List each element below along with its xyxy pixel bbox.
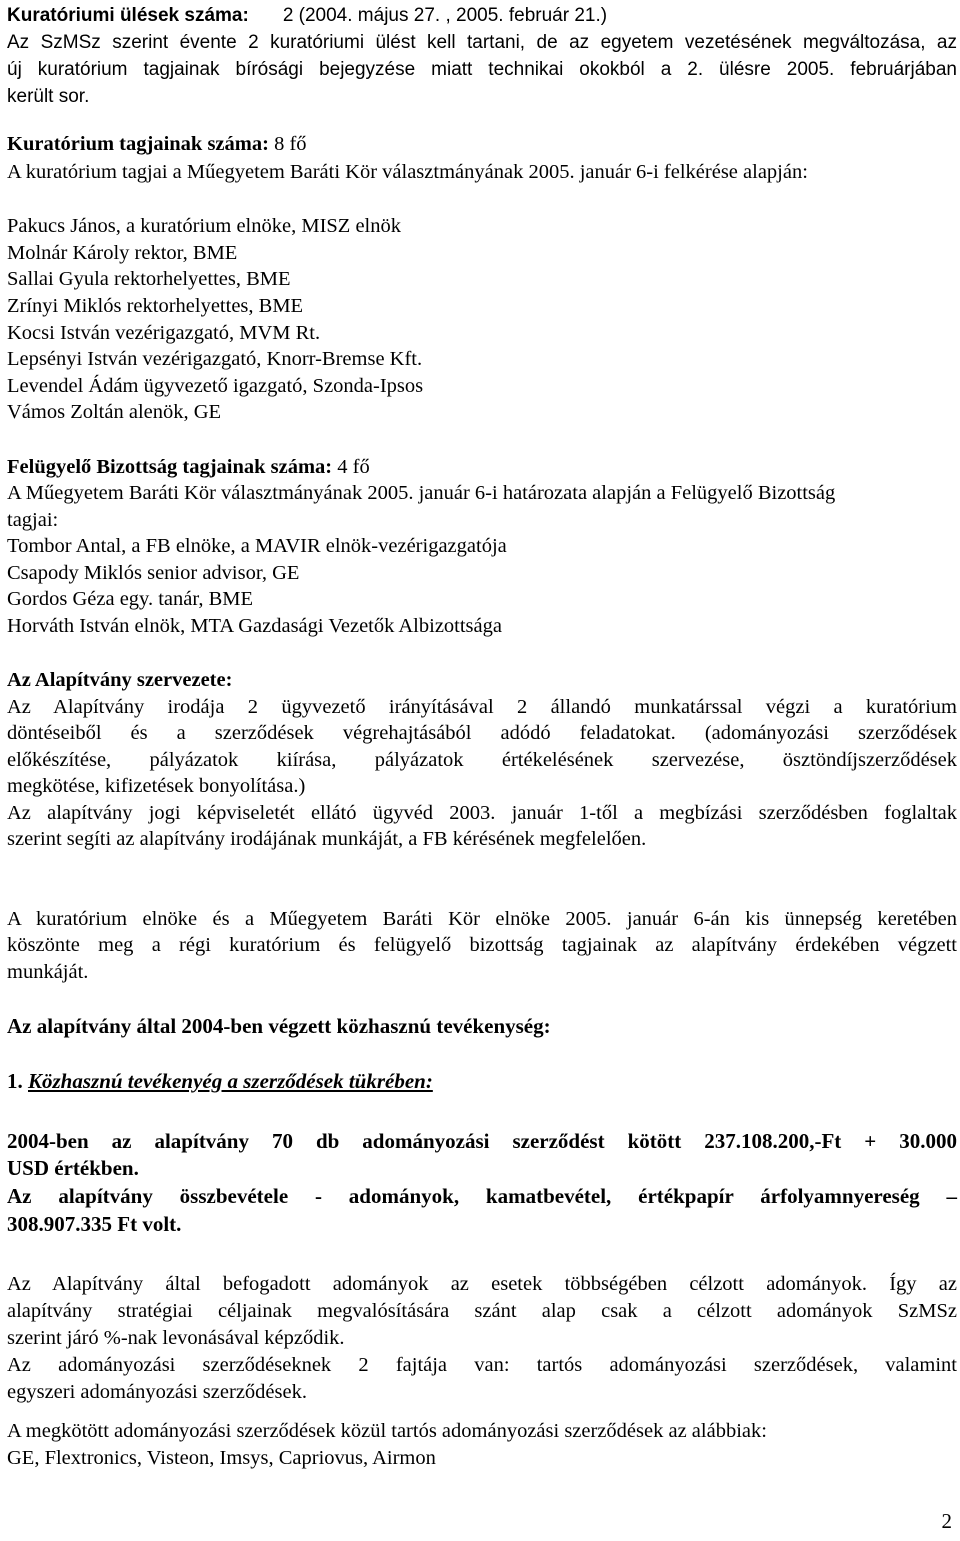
organization-line: Az Alapítvány irodája 2 ügyvezető irányításával 2 állandó munkatárssal végzi a kuratórium [7,696,957,718]
page-number: 2 [941,1509,952,1533]
board-member: Lepsényi István vezérigazgató, Knorr-Bremse Kft. [7,348,423,370]
meetings-line [7,2,607,29]
supervisory-member: Csapody Miklós senior advisor, GE [7,562,300,584]
board-heading-line [7,131,307,158]
sz-line-2: Az SzMSz szerint évente 2 kuratóriumi ülést kell tartani, de az egyetem vezetésének megváltozása, az [7,32,957,53]
board-heading: Kuratórium tagjainak száma: [7,133,269,155]
organization-line: döntéseiből és a szerződések végrehajtásából adódó feladatokat. (adományozási szerződések [7,722,957,744]
summary-line: 308.907.335 Ft volt. [7,1212,182,1236]
board-member: Pakucs János, a kuratórium elnöke, MISZ elnök [7,215,401,237]
board-member: Vámos Zoltán alenök, GE [7,401,222,423]
activity-line: szerint járó %-nak levonásával képződik. [7,1327,345,1349]
ceremony-line: köszönte meg a régi kuratórium és felügyelő bizottság tagjainak az alapítvány érdekében végzett [7,934,957,956]
meetings-label: Kuratóriumi ülések száma: [7,5,249,26]
board-intro: A kuratórium tagjai a Műegyetem Baráti Kör választmányának 2005. január 6-i felkérése alapján: [7,161,808,183]
activity-line: Az Alapítvány által befogadott adományok az esetek többségében célzott adományok. Így az [7,1273,957,1295]
supervisory-intro-1: A Műegyetem Baráti Kör választmányának 2005. január 6-i határozata alapján a Felügyelő Bizottság [7,482,836,504]
summary-line: USD értékben. [7,1156,139,1180]
ceremony-line: munkáját. [7,961,89,983]
board-count: 8 fő [274,133,307,155]
supervisory-count: 4 fő [337,456,370,478]
summary-line: Az alapítvány összbevétele - adományok, kamatbevétel, értékpapír árfolyamnyereség – [7,1184,957,1208]
supervisory-member: Horváth István elnök, MTA Gazdasági Vezetők Albizottsága [7,615,502,637]
board-member: Molnár Károly rektor, BME [7,242,238,264]
activity-line: egyszeri adományozási szerződések. [7,1381,307,1403]
organization-line: szerint segíti az alapítvány irodájának munkáját, a FB kérésének megfelelően. [7,828,647,850]
section-title: Közhasznú tevékenyég a szerződések tükrében: [28,1069,433,1093]
ceremony-line: A kuratórium elnöke és a Műegyetem Baráti Kör elnöke 2005. január 6-án kis ünnepség keretében [7,908,957,930]
activity-line: Az adományozási szerződéseknek 2 fajtája van: tartós adományozási szerződések, valamint [7,1354,957,1376]
activity-line: alapítvány stratégiai céljainak megvalósítására szánt alap csak a célzott adományok SzMSz [7,1300,957,1322]
board-member: Zrínyi Miklós rektorhelyettes, BME [7,295,304,317]
supervisory-heading-line [7,454,370,481]
activity-line: A megkötött adományozási szerződések közül tartós adományozási szerződések az alábbiak: [7,1420,767,1442]
section-number: 1. [7,1069,23,1093]
sz-line-4: került sor. [7,86,90,107]
board-member: Sallai Gyula rektorhelyettes, BME [7,268,291,290]
meetings-value: 2 (2004. május 27. , 2005. február 21.) [282,5,608,26]
activity-heading: Az alapítvány által 2004-ben végzett közhasznú tevékenység: [7,1014,551,1038]
supervisory-member: Tombor Antal, a FB elnöke, a MAVIR elnök-vezérigazgatója [7,535,507,557]
sz-line-3: új kuratórium tagjainak bírósági bejegyzése miatt technikai okokból a 2. ülésre 2005. februárjában [7,59,957,80]
supervisory-heading: Felügyelő Bizottság tagjainak száma: [7,456,333,478]
board-member: Levendel Ádám ügyvezető igazgató, Szonda-Ipsos [7,375,424,397]
organization-line: előkészítése, pályázatok kiírása, pályázatok értékelésének szervezése, ösztöndíjszerződések [7,749,957,771]
organization-heading: Az Alapítvány szervezete: [7,669,233,691]
section-title-line [7,1068,433,1095]
summary-line: 2004-ben az alapítvány 70 db adományozási szerződést kötött 237.108.200,-Ft + 30.000 [7,1129,957,1153]
supervisory-member: Gordos Géza egy. tanár, BME [7,588,254,610]
activity-line: GE, Flextronics, Visteon, Imsys, Capriovus, Airmon [7,1447,436,1469]
organization-line: Az alapítvány jogi képviseletét ellátó ügyvéd 2003. január 1-től a megbízási szerződésben foglaltak [7,802,957,824]
supervisory-intro-2: tagjai: [7,509,59,531]
board-member: Kocsi István vezérigazgató, MVM Rt. [7,322,321,344]
organization-line: megkötése, kifizetések bonyolítása.) [7,775,306,797]
